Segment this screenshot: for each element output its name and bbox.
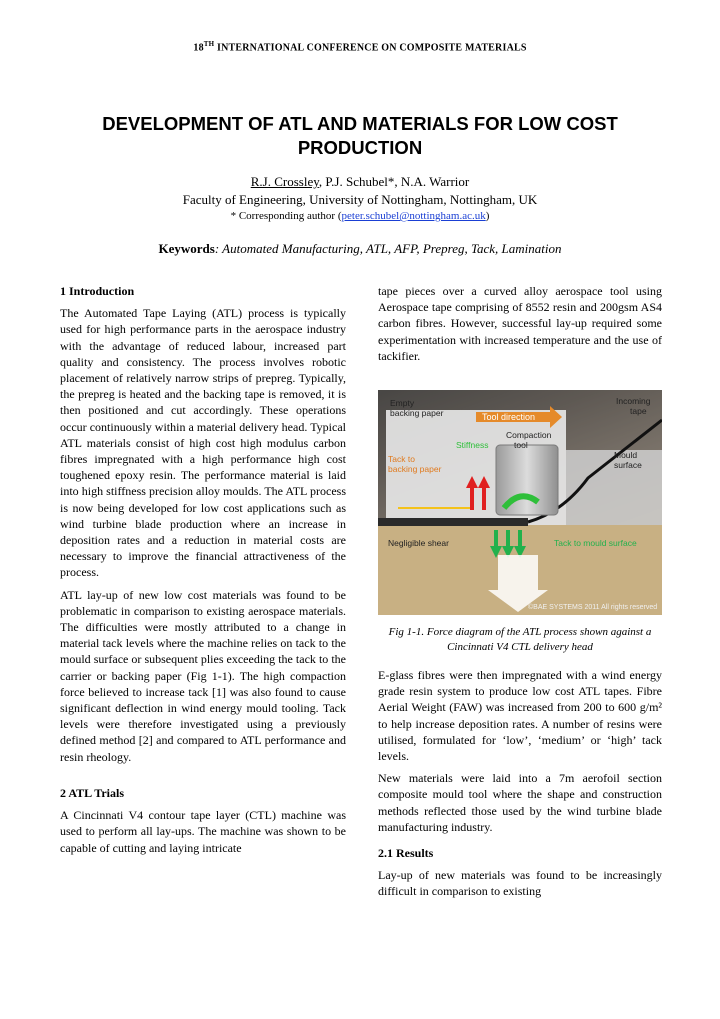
- label-tack-backing: Tack to: [388, 454, 415, 465]
- email-link[interactable]: peter.schubel@nottingham.ac.uk: [341, 210, 486, 222]
- label-stiffness: Stiffness: [456, 440, 489, 451]
- section-heading-results: 2.1 Results: [378, 846, 434, 861]
- lead-author: R.J. Crossley: [250, 174, 319, 189]
- svg-text:tape: tape: [630, 406, 647, 417]
- svg-text:tool: tool: [514, 440, 528, 451]
- section-heading-introduction: 1 Introduction: [60, 284, 135, 298]
- keywords: Keywords: Automated Manufacturing, ATL, AFP, Prepreg, Tack, Lamination: [158, 241, 562, 256]
- label-negligible-shear: Negligible shear: [388, 538, 449, 549]
- paper-title: DEVELOPMENT OF ATL AND MATERIALS FOR LOW COST PRODUCTION: [102, 113, 618, 158]
- paragraph: Lay-up of new materials was found to be increasingly difficult in comparison to existing: [378, 868, 662, 899]
- conference-header: 18TH INTERNATIONAL CONFERENCE ON COMPOSITE MATERIALS: [193, 40, 527, 54]
- svg-text:surface: surface: [614, 460, 642, 471]
- label-tool-direction: Tool direction: [482, 412, 536, 423]
- label-empty-backing: Empty: [390, 398, 415, 409]
- force-diagram-svg: [378, 390, 662, 615]
- affiliation: Faculty of Engineering, University of Nottingham, Nottingham, UK: [182, 192, 538, 207]
- corresponding-author: * Corresponding author (peter.schubel@nottingham.ac.uk): [230, 210, 490, 222]
- svg-text:backing paper: backing paper: [390, 408, 444, 419]
- label-compaction-tool: Compaction: [506, 430, 552, 441]
- authors: R.J. Crossley, P.J. Schubel*, N.A. Warrior: [250, 174, 470, 189]
- right-column: [378, 283, 662, 906]
- paragraph: E-glass fibres were then impregnated with a wind energy grade resin system to produce low cost ATL tapes. Fibre Aerial Weight (FAW) was increased from 200 to 600 g/m² to help increase deposition rates. A number of resins were utilised, formulated for ‘low’, ‘medium’ or ‘high’ tack levels.: [378, 668, 662, 764]
- copyright-notice: ©BAE SYSTEMS 2011 All rights reserved: [528, 604, 658, 612]
- left-column: [60, 283, 346, 862]
- svg-text:backing paper: backing paper: [388, 464, 442, 475]
- paragraph: tape pieces over a curved alloy aerospace tool using Aerospace tape comprising of 8552 resin and 200gsm AS4 carbon fibres. However, successful lay-up required some experimentation with increased temperature and the use of tackifier.: [378, 284, 662, 363]
- section-heading-atl-trials: 2 ATL Trials: [60, 785, 125, 800]
- paragraph: A Cincinnati V4 contour tape layer (CTL) machine was used to perform all lay-ups. The machine was shown to be capable of cutting and laying intricate: [60, 808, 346, 855]
- label-incoming-tape: Incoming: [616, 396, 651, 407]
- figure-caption: Fig 1-1. Force diagram of the ATL process shown against a Cincinnati V4 CTL delivery head: [388, 626, 652, 654]
- figure-force-diagram: [378, 390, 662, 615]
- paragraph: The Automated Tape Laying (ATL) process is typically used for high performance parts in the aerospace industry with the advantage of reduced labour, increased part quality and consistency. The process involves robotic placement of relatively narrow strips of prepreg. Typically, the prepreg is heated and the backing tape is removed, it is then positioned and cut accordingly. These operations occur continuously within a material delivery head. Typical ATL materials consist of high cost high modulus carbon fibres impregnated with a high performance high cost toughened epoxy resin. The performance material is laid into high stiffness precision alloy moulds. The ATL process is now being developed for low cost applications such as wind turbine blade production where an increase in deposition rates and a reduction in material costs are necessary to improve the financial attractiveness of the process.: [60, 306, 346, 580]
- label-mould-surface: Mould: [614, 450, 638, 461]
- paragraph: New materials were laid into a 7m aerofoil section composite mould tool where the shape and construction methods reflected those used by the wind turbine blade manufacturing industry.: [378, 771, 662, 834]
- label-tack-mould: Tack to mould surface: [554, 538, 637, 549]
- paragraph: ATL lay-up of new low cost materials was found to be problematic in comparison to existing aerospace materials. The difficulties were mostly attributed to a change in material tack levels where the machine relies on tack to the mould surface or subsequent plies exceeding the tack to the carrier or backing paper (Fig 1-1). The high compaction force believed to increase tack [1] was also found to cause significant deflection in wind energy mould tooling. Tack levels were therefore investigated using a previously defined method [2] and compared to ATL performance and resin rheology.: [60, 587, 346, 764]
